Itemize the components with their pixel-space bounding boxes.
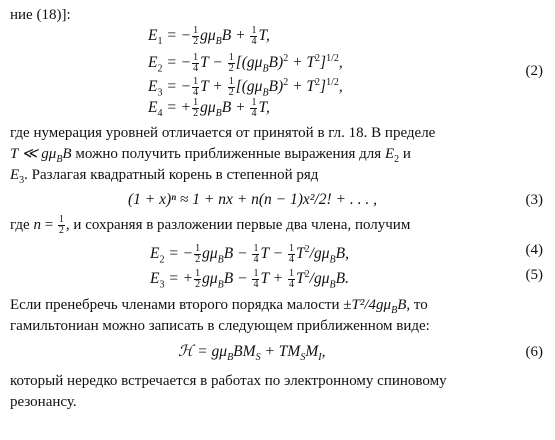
equation-3-label: (3) — [525, 192, 543, 208]
intro-line: ние (18)]: — [10, 7, 71, 23]
equation-5: $E_3$ = + $\frac{1}{2}$ $g\mu_BB$ − $\frac{1}{4}$ T + $\frac{1}{4}$ $T^2/g\mu_BB$. — [150, 268, 349, 291]
equation-3: (1 + x)ⁿ ≈ 1 + nx + n(n − 1)x²/2! + . . . , — [128, 191, 377, 208]
equation-2-row-2: $E_2$ = − $\frac{1}{4}$ T − $\frac{1}{2}$ $[(g\mu_BB)^2 + T^2]^{1/2}$, — [148, 52, 343, 75]
paragraph-line-3-text: . Разлагая квадратный корень в степенной ряд — [24, 167, 319, 183]
paragraph-line-6: гамильтониан можно записать в следующем приближенном виде: — [10, 318, 430, 334]
equation-6-label: (6) — [525, 344, 543, 360]
paragraph-line-5-end: , то — [406, 297, 428, 313]
paragraph-line-5-pre: Если пренебречь членами второго порядка малости ± — [10, 297, 352, 313]
equation-2-row-4: $E_4$ = + $\frac{1}{2}$ $g\mu_BB$ + $\frac{1}{4}$ T, — [148, 97, 270, 120]
paragraph-line-2-end: и — [399, 146, 411, 162]
equation-5-label: (5) — [525, 267, 543, 283]
equation-6-body: ℋ = gμ — [178, 343, 228, 360]
equation-4: $E_2$ = − $\frac{1}{2}$ $g\mu_BB$ − $\frac{1}{4}$ T − $\frac{1}{4}$ $T^2/g\mu_BB$, — [150, 243, 349, 266]
paragraph-line-2-text: можно получить приближенные выражения для — [71, 146, 385, 162]
paragraph-line-5: Если пренебречь членами второго порядка малости $\pm T^2/4g\mu_BB$, то — [10, 297, 428, 316]
equation-2-label: (2) — [525, 63, 543, 79]
paragraph-line-4-pre: где — [10, 216, 34, 233]
paragraph-line-4-text: , и сохраняя в разложении первые два члена, получим — [65, 216, 411, 233]
paragraph-line-3: $E_3$. Разлагая квадратный корень в степенной ряд — [10, 167, 319, 186]
paragraph-line-4: где n = $\frac{1}{2}$ , и сохраняя в разложении первые два члена, получим — [10, 214, 411, 236]
paragraph-line-1: где нумерация уровней отличается от принятой в гл. 18. В пределе — [10, 125, 436, 141]
paragraph-line-2: T ≪ $g\mu_BB$ можно получить приближенные выражения для $E_2$ и — [10, 146, 411, 165]
equation-6: ℋ = $g\mu_BBM_S + TM_SM_I$, — [178, 343, 326, 364]
inline-math-term: T²/4gμ — [351, 297, 392, 313]
paragraph-line-7: который нередко встречается в работах по электронному спиновому — [10, 373, 447, 389]
paragraph-line-8: резонансу. — [10, 394, 77, 410]
equation-2-row-3: $E_3$ = − $\frac{1}{4}$ T + $\frac{1}{2}$ $[(g\mu_BB)^2 + T^2]^{1/2}$, — [148, 76, 343, 99]
equation-4-label: (4) — [525, 242, 543, 258]
equation-2-row-1: $E_1$ = − $\frac{1}{2}$ $g\mu_BB$ + $\frac{1}{4}$ T, — [148, 25, 270, 48]
inline-math-limit: T ≪ gμ — [10, 146, 57, 162]
